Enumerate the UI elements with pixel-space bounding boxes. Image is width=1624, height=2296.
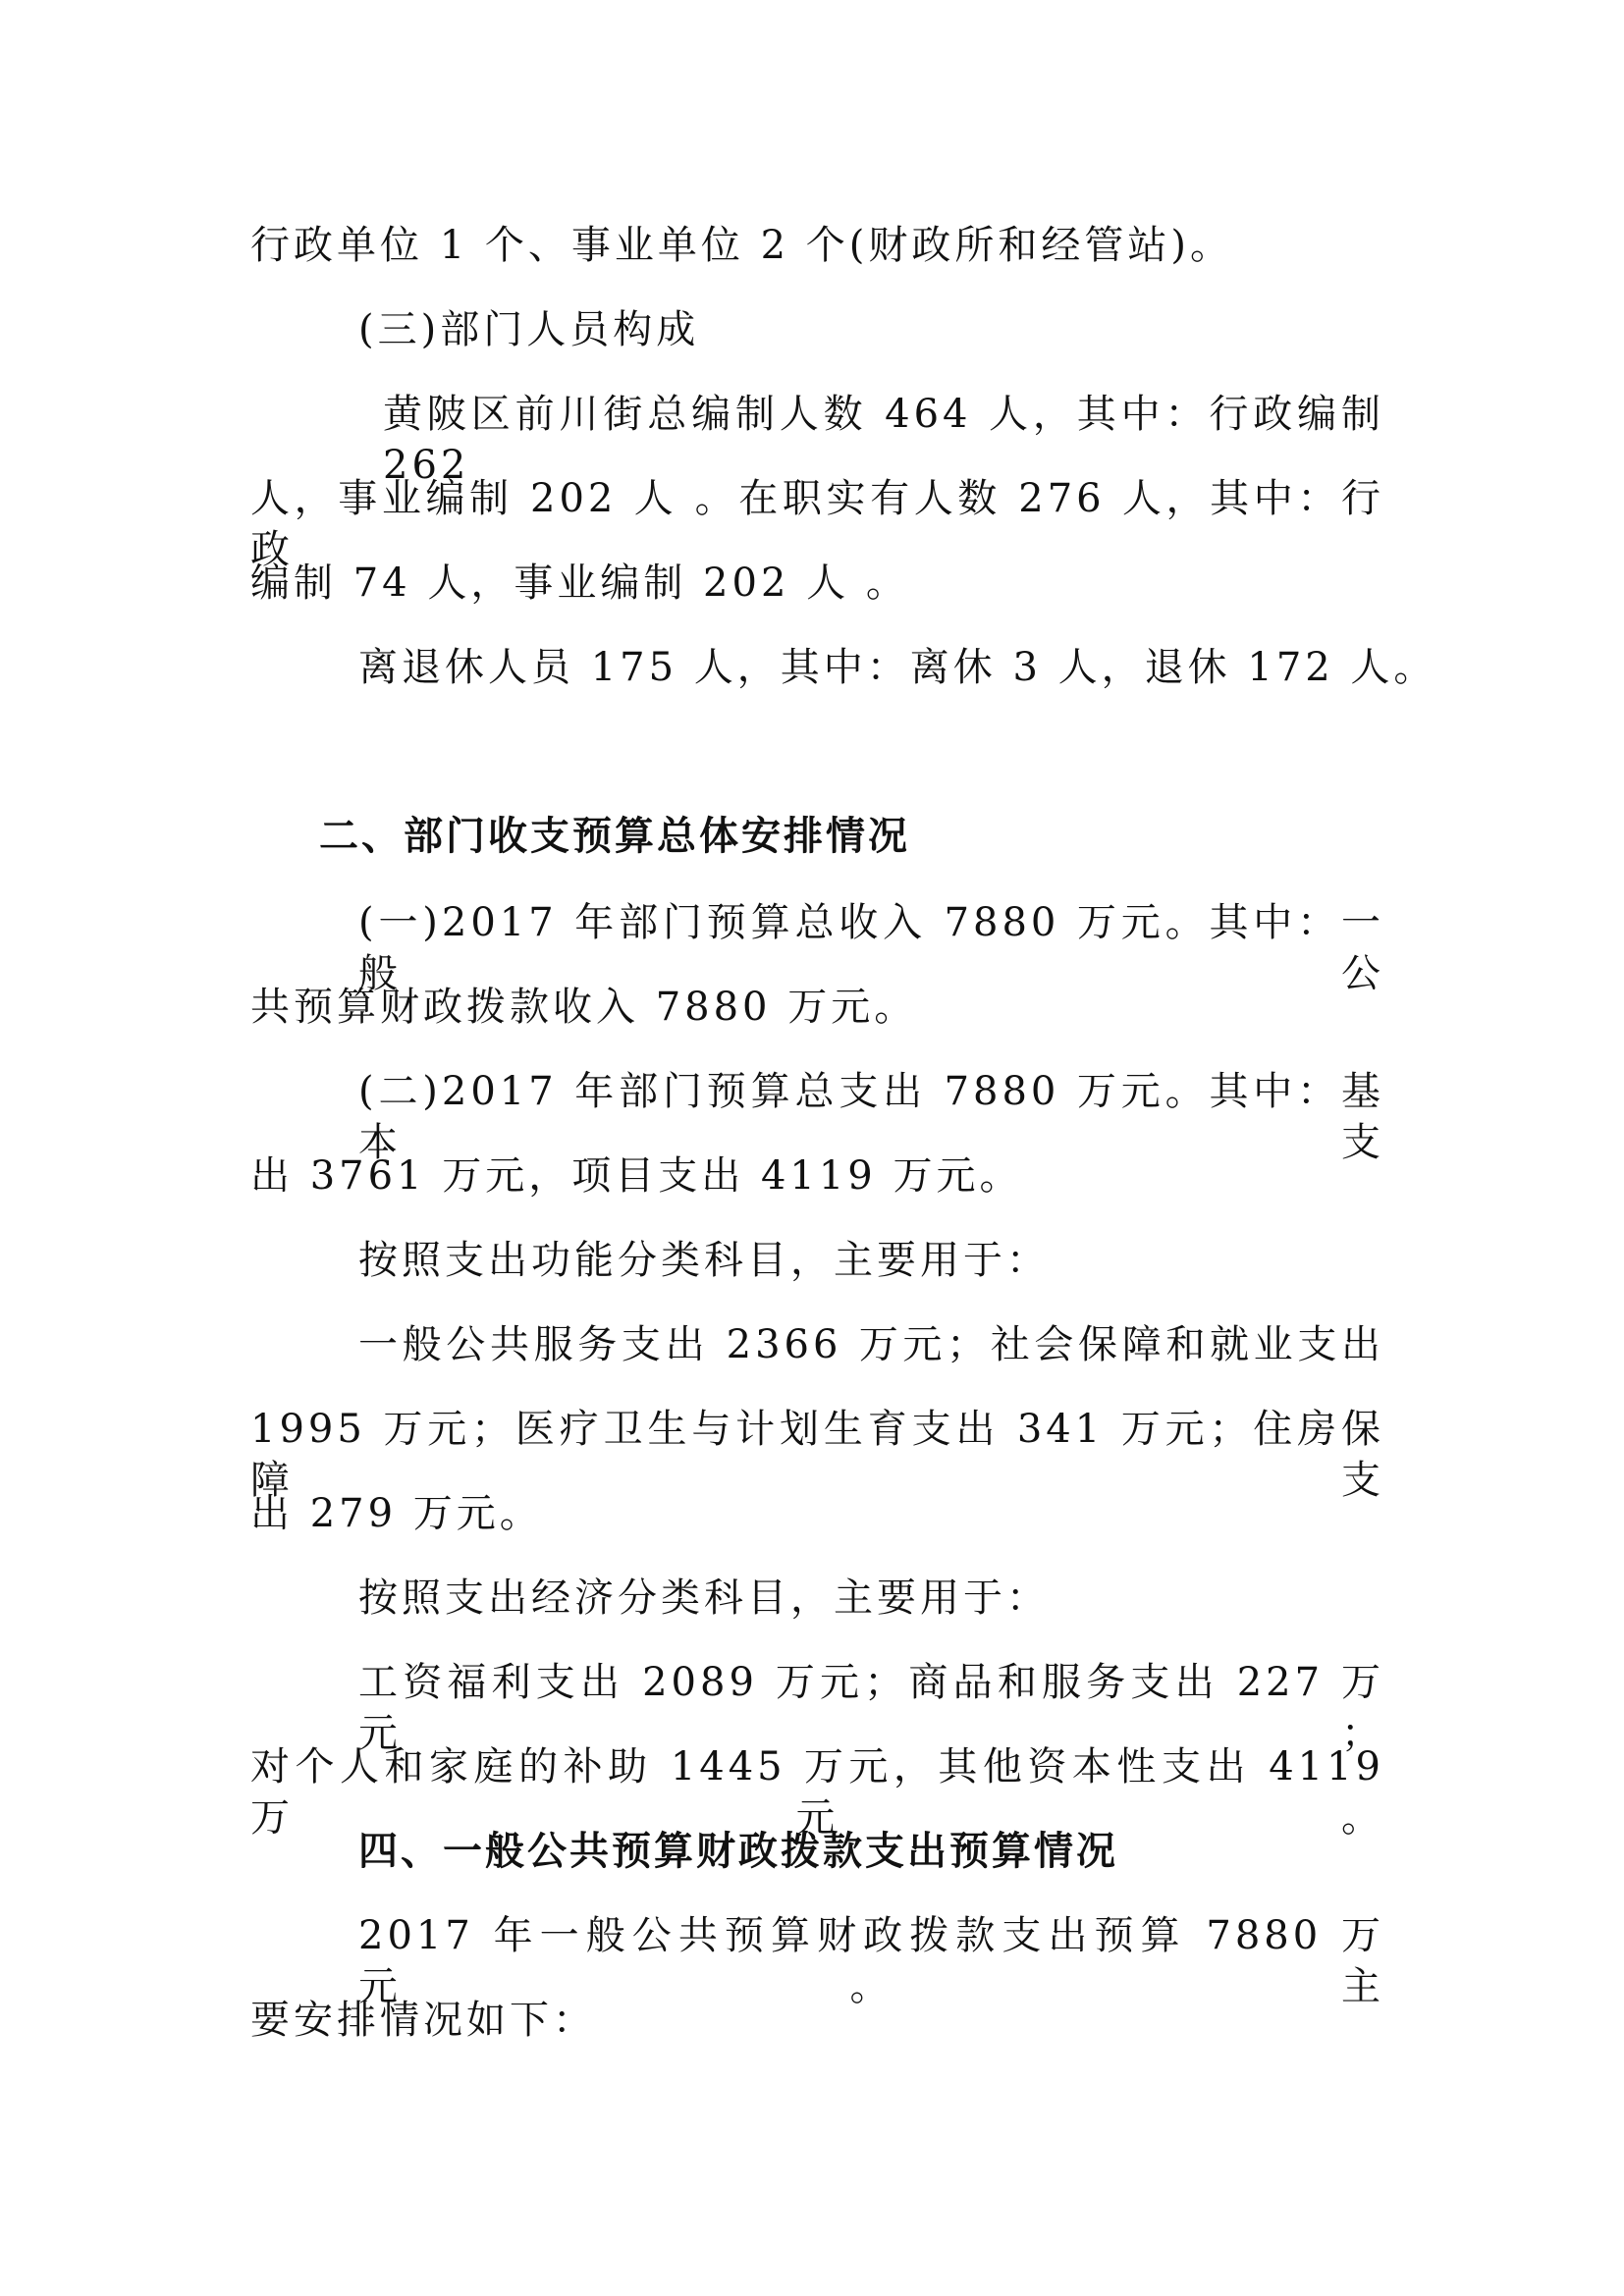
section-heading-budget-overview: 二、部门收支预算总体安排情况 — [319, 814, 910, 859]
subsection-title-staff: (三)部门人员构成 — [358, 307, 700, 352]
paragraph-line-staff-1: 黄陂区前川街总编制人数 464 人，其中：行政编制 262 — [383, 392, 1384, 488]
paragraph-line-expenditure-1: (二)2017 年部门预算总支出 7880 万元。其中：基本支 — [358, 1069, 1384, 1165]
paragraph-line-staff-3: 编制 74 人，事业编制 202 人 。 — [250, 561, 909, 606]
paragraph-line-general-budget-1: 2017 年一般公共预算财政拨款支出预算 7880 万元。主 — [358, 1913, 1384, 2009]
paragraph-line-functional-intro: 按照支出功能分类科目，主要用于： — [358, 1238, 1050, 1283]
paragraph-line-staff-2: 人，事业编制 202 人 。在职实有人数 276 人，其中：行政 — [250, 476, 1384, 572]
paragraph-line-economic-2: 对个人和家庭的补助 1445 万元，其他资本性支出 4119 万元。 — [250, 1744, 1384, 1841]
paragraph-line-retirees: 离退休人员 175 人，其中：离休 3 人，退休 172 人。 — [358, 645, 1437, 690]
paragraph-line-income-1: (一)2017 年部门预算总收入 7880 万元。其中：一般公 — [358, 900, 1384, 996]
paragraph-line-functional-2: 1995 万元；医疗卫生与计划生育支出 341 万元；住房保障支 — [250, 1407, 1384, 1503]
paragraph-line-general-budget-2: 要安排情况如下： — [250, 1998, 596, 2043]
paragraph-line-expenditure-2: 出 3761 万元，项目支出 4119 万元。 — [250, 1153, 1023, 1199]
paragraph-line-unit-count: 行政单位 1 个、事业单位 2 个(财政所和经管站)。 — [250, 223, 1233, 268]
paragraph-line-economic-intro: 按照支出经济分类科目，主要用于： — [358, 1575, 1050, 1621]
paragraph-line-economic-1: 工资福利支出 2089 万元；商品和服务支出 227 万元； — [358, 1660, 1384, 1756]
paragraph-line-functional-3: 出 279 万元。 — [250, 1491, 543, 1536]
section-heading-general-budget: 四、一般公共预算财政拨款支出预算情况 — [358, 1829, 1118, 1874]
paragraph-line-income-2: 共预算财政拨款收入 7880 万元。 — [250, 985, 918, 1030]
paragraph-line-functional-1: 一般公共服务支出 2366 万元；社会保障和就业支出 — [358, 1322, 1384, 1367]
